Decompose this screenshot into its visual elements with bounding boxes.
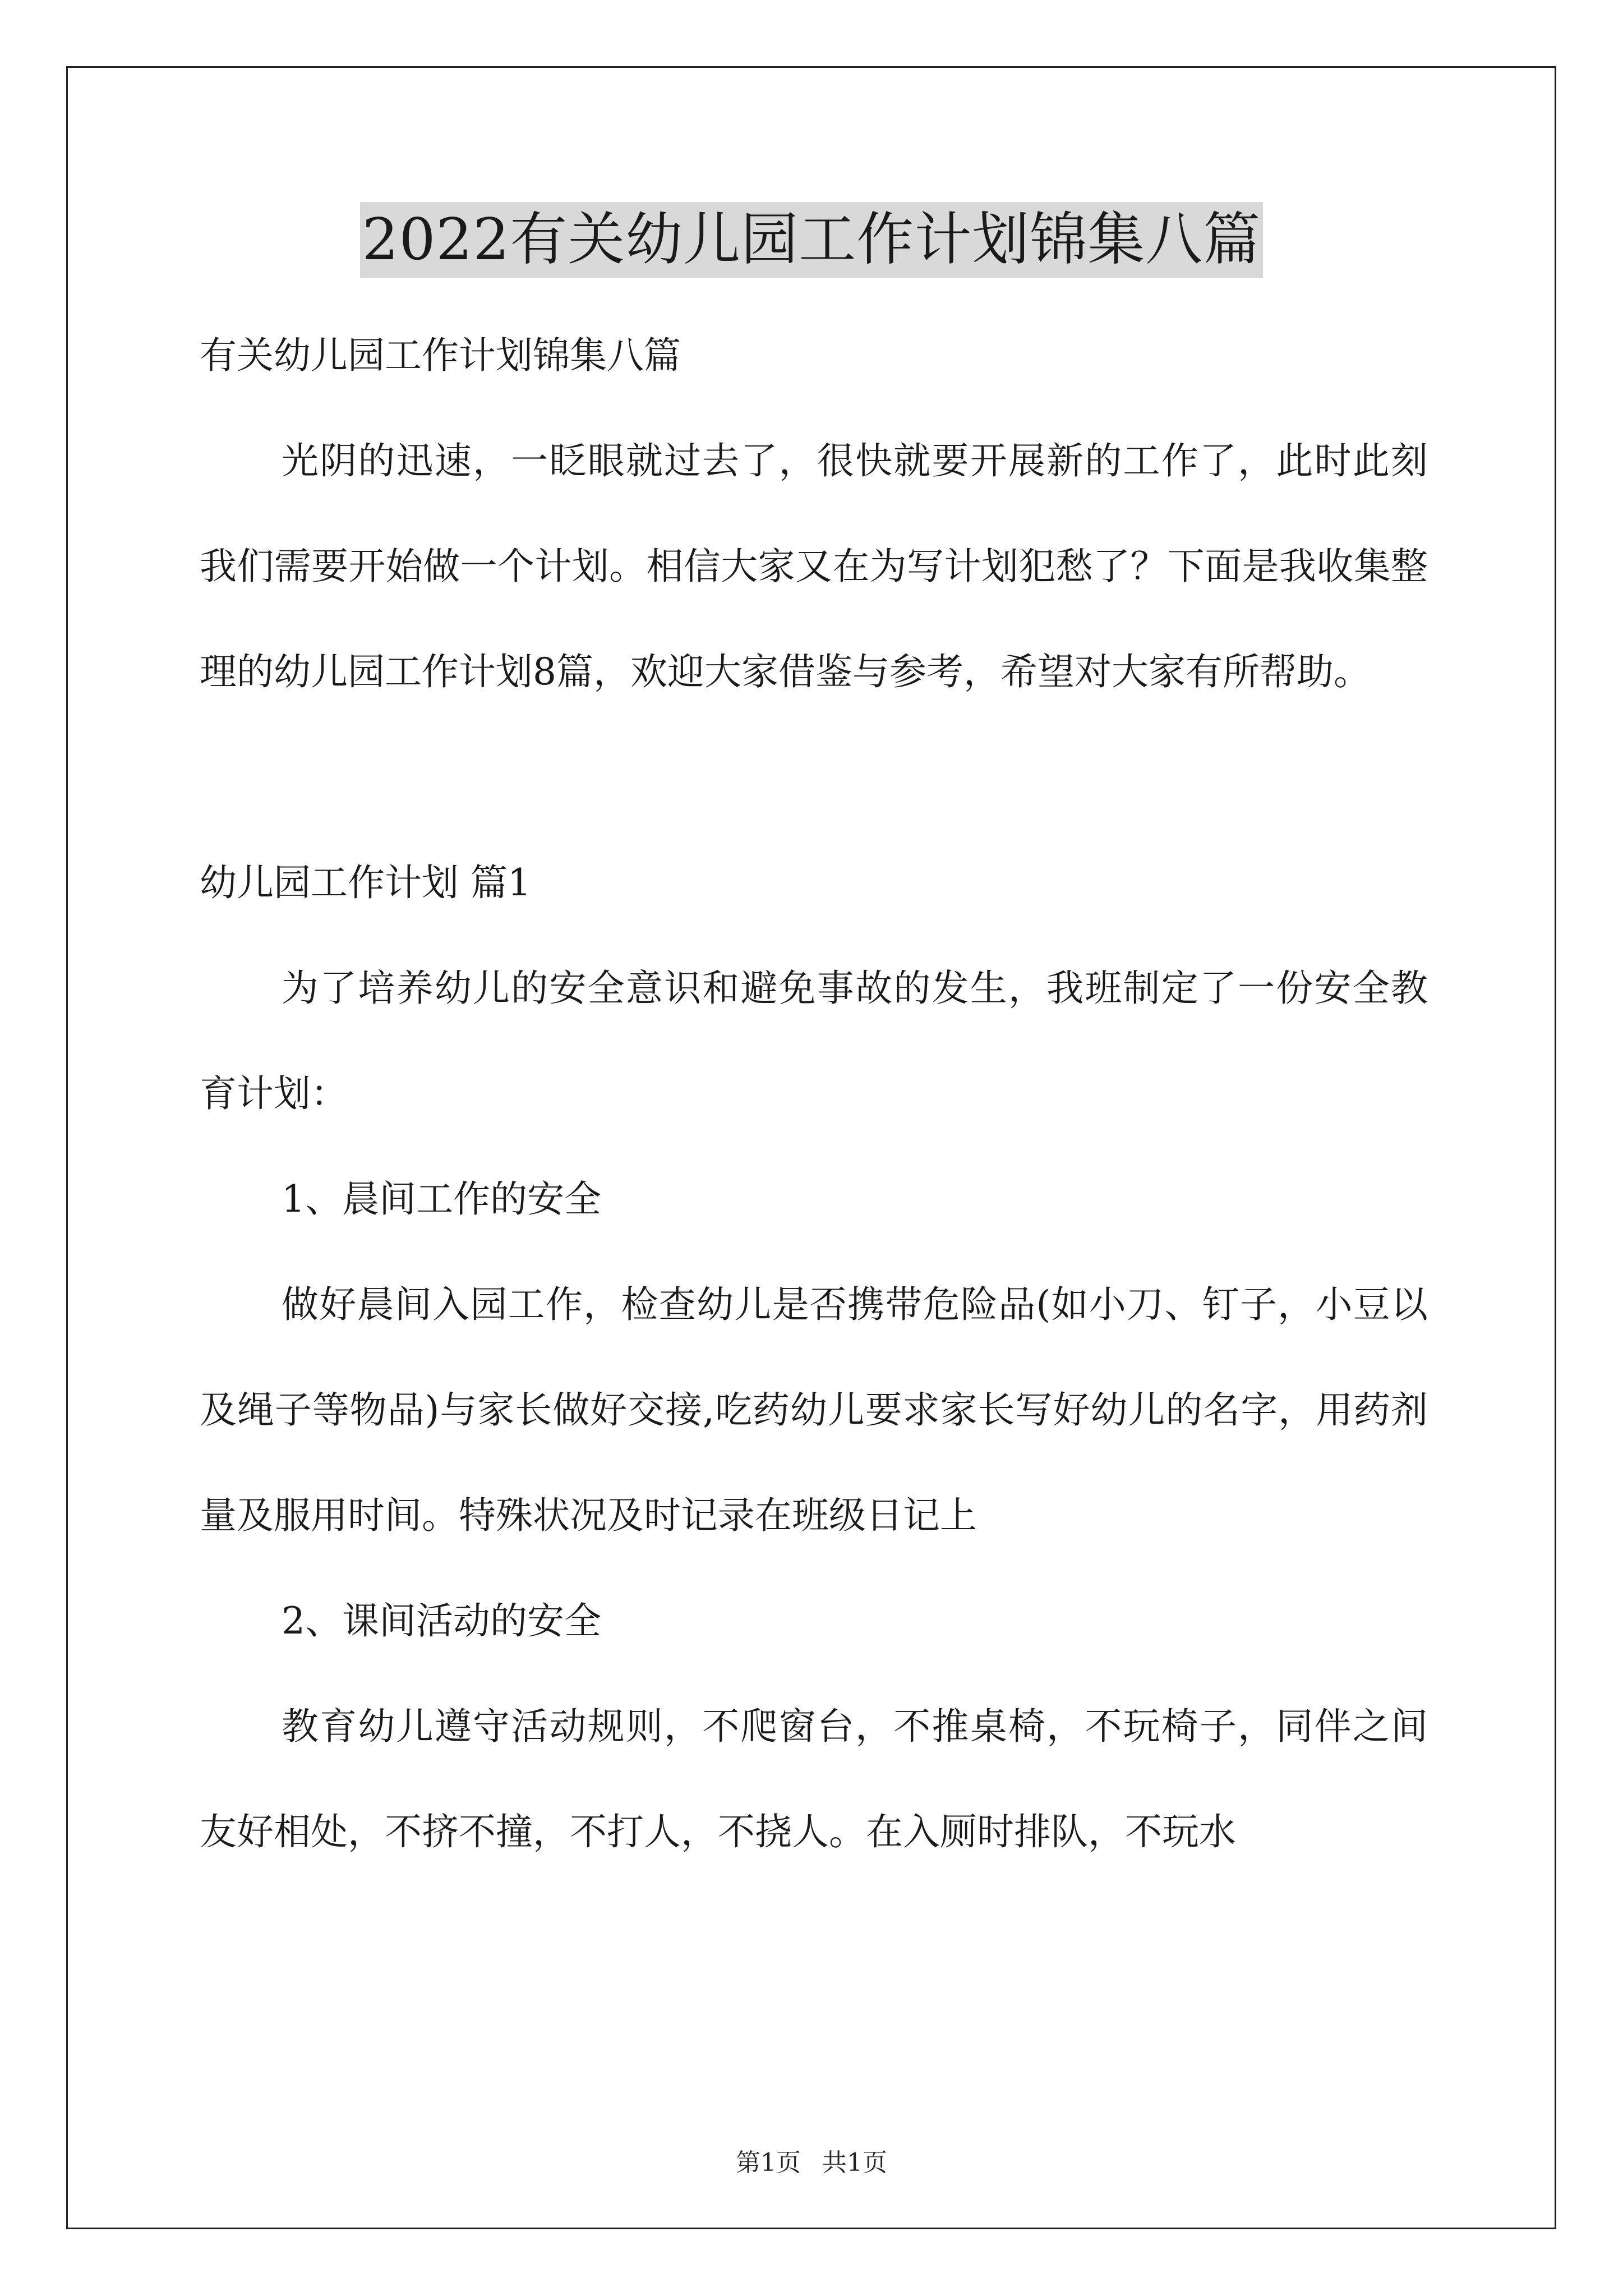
- item-paragraph: 做好晨间入园工作，检查幼儿是否携带危险品(如小刀、钉子，小豆以及绳子等物品)与家长做好交接,吃药幼儿要求家长写好幼儿的名字，用药剂量及服用时间。特殊状况及时记录在班级日记上: [200, 1283, 1428, 1537]
- section-paragraph: 为了培养幼儿的安全意识和避免事故的发生，我班制定了一份安全教育计划：: [200, 967, 1428, 1115]
- item-heading: 2、课间活动的安全: [282, 1599, 601, 1642]
- page-number: 第1页: [736, 2148, 801, 2177]
- item-heading: 1、晨间工作的安全: [282, 1177, 601, 1221]
- item-paragraph: 教育幼儿遵守活动规则，不爬窗台，不推桌椅，不玩椅子，同伴之间友好相处，不挤不撞，不打人，不挠人。在入厕时排队，不玩水: [200, 1705, 1428, 1853]
- document-body: [200, 303, 1428, 1885]
- section-heading: 幼儿园工作计划 篇1: [200, 861, 531, 904]
- document-subtitle: 有关幼儿园工作计划锦集八篇: [200, 334, 681, 377]
- page-total: 共1页: [822, 2148, 887, 2177]
- document-title: 2022有关幼儿园工作计划锦集八篇: [360, 202, 1264, 278]
- title-container: [0, 202, 1623, 278]
- page-footer: [0, 2146, 1623, 2180]
- intro-paragraph: 光阴的迅速，一眨眼就过去了，很快就要开展新的工作了，此时此刻我们需要开始做一个计划。相信大家又在为写计划犯愁了？下面是我收集整理的幼儿园工作计划8篇，欢迎大家借鉴与参考，希望对大家有所帮助。: [200, 439, 1428, 693]
